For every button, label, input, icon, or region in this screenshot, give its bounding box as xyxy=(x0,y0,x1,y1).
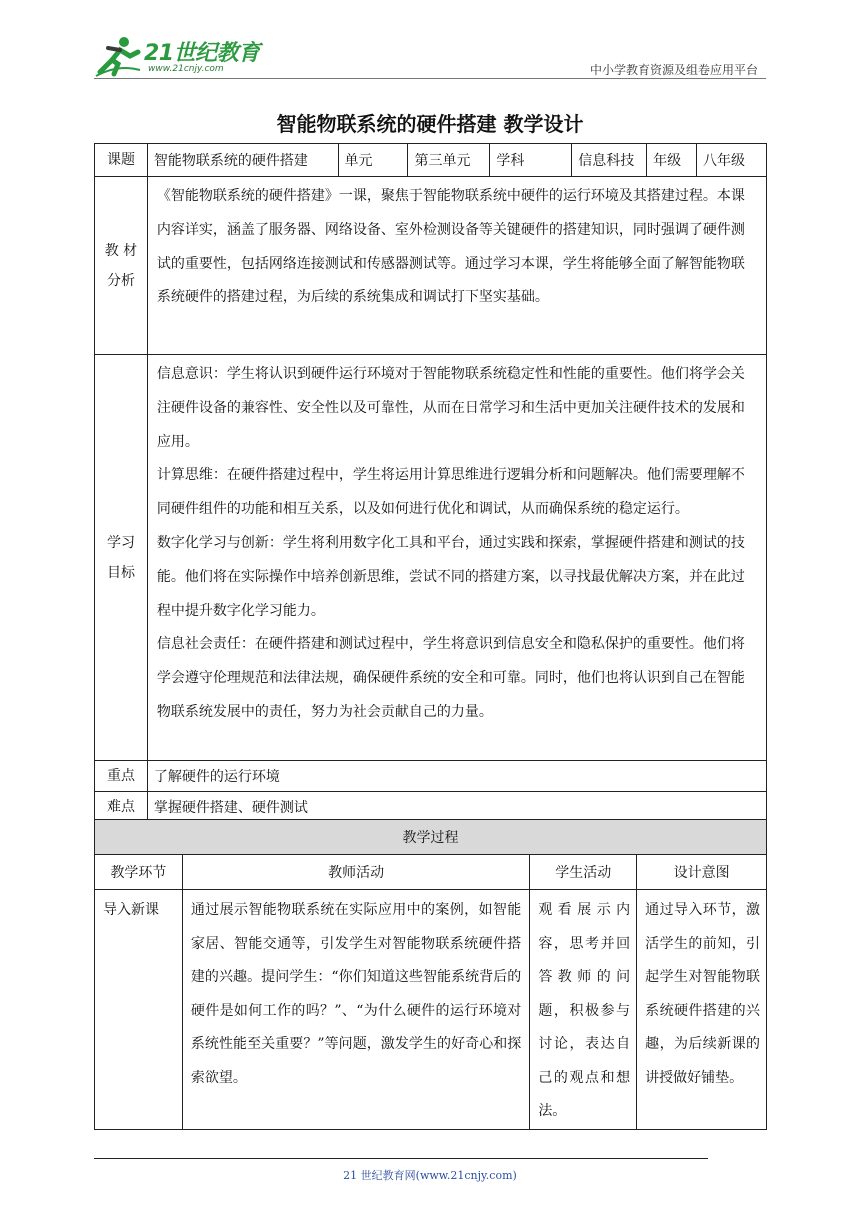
topic-label: 课题 xyxy=(95,144,148,177)
topic-value: 智能物联系统的硬件搭建 xyxy=(147,144,338,177)
difficulty-row xyxy=(95,792,767,823)
logo-text: 21世纪教育 xyxy=(144,41,260,66)
runner-icon xyxy=(94,34,142,78)
process-header-row xyxy=(95,855,767,890)
unit-value: 第三单元 xyxy=(408,144,490,177)
platform-name: 中小学教育资源及组卷应用平台 xyxy=(589,63,758,77)
material-label: 教 材 分析 xyxy=(95,177,148,355)
goal-item: 计算思维：在硬件搭建过程中，学生将运用计算思维进行逻辑分析和问题解决。他们需要理解不同硬件组件的功能和相互关系，以及如何进行优化和调试，从而确保系统的稳定运行。 xyxy=(156,467,745,518)
material-analysis-text: 《智能物联系统的硬件搭建》一课，聚焦于智能物联系统中硬件的运行环境及其搭建过程。本课内容详实，涵盖了服务器、网络设备、室外检测设备等关键硬件的搭建知识，同时强调了硬件测试的重要性，包括网络连接测试和传感器测试等。通过学习本课，学生将能够全面了解智能物联系统硬件的搭建过程，为后续的系统集成和调试打下坚实基础。 xyxy=(147,177,766,355)
goals-label: 学习 目标 xyxy=(95,355,148,761)
info-row xyxy=(95,144,767,177)
page-footer: 21 世纪教育网(www.21cnjy.com) xyxy=(343,1169,517,1182)
header-divider xyxy=(94,78,766,79)
column-header: 设计意图 xyxy=(637,855,767,890)
grade-label: 年级 xyxy=(647,144,697,177)
column-header: 教师活动 xyxy=(182,855,529,890)
material-row xyxy=(95,177,767,355)
subject-label: 学科 xyxy=(490,144,572,177)
key-point-label: 重点 xyxy=(95,761,148,792)
logo-url: www.21cnjy.com xyxy=(148,64,224,74)
process-row xyxy=(95,890,767,1130)
stage-cell: 导入新课 xyxy=(95,890,183,1130)
goal-item: 信息意识：学生将认识到硬件运行环境对于智能物联系统稳定性和性能的重要性。他们将学会关注硬件设备的兼容性、安全性以及可靠性，从而在日常学习和生活中更加关注硬件技术的发展和应用。 xyxy=(156,366,745,450)
learning-goals-text xyxy=(147,355,766,761)
brand-logo xyxy=(94,34,264,80)
column-header: 学生活动 xyxy=(530,855,637,890)
grade-value: 八年级 xyxy=(697,144,767,177)
subject-value: 信息科技 xyxy=(572,144,647,177)
unit-label: 单元 xyxy=(338,144,408,177)
goal-item: 数字化学习与创新：学生将利用数字化工具和平台，通过实践和探索，掌握硬件搭建和测试的技能。他们将在实际操作中培养创新思维，尝试不同的搭建方案，以寻找最优解决方案，并在此过程中提升数字化学习能力。 xyxy=(156,534,745,619)
lesson-info-table xyxy=(94,143,767,823)
student-activity-cell: 观看展示内容，思考并回答教师的问题，积极参与讨论，表达自己的观点和想法。 xyxy=(530,890,637,1130)
key-point-text: 了解硬件的运行环境 xyxy=(147,761,766,792)
design-intent-cell: 通过导入环节，激活学生的前知，引起学生对智能物联系统硬件搭建的兴趣，为后续新课的讲授做好铺垫。 xyxy=(637,890,767,1130)
page-header xyxy=(94,28,766,80)
goals-row xyxy=(95,355,767,761)
teaching-process-table xyxy=(94,819,767,1130)
difficulty-text: 掌握硬件搭建、硬件测试 xyxy=(147,792,766,823)
goal-item: 信息社会责任：在硬件搭建和测试过程中，学生将意识到信息安全和隐私保护的重要性。他们将学会遵守伦理规范和法律法规，确保硬件系统的安全和可靠。同时，他们也将认识到自己在智能物联系统发展中的责任，努力为社会贡献自己的力量。 xyxy=(156,636,745,720)
key-point-row xyxy=(95,761,767,792)
difficulty-label: 难点 xyxy=(95,792,148,823)
document-title: 智能物联系统的硬件搭建 教学设计 xyxy=(276,112,584,136)
footer-divider xyxy=(94,1158,708,1159)
process-title: 教学过程 xyxy=(95,820,767,855)
column-header: 教学环节 xyxy=(95,855,183,890)
teacher-activity-cell: 通过展示智能物联系统在实际应用中的案例，如智能家居、智能交通等，引发学生对智能物联系统硬件搭建的兴趣。提问学生：“你们知道这些智能系统背后的硬件是如何工作的吗？”、“为什么硬件的运行环境对系统性能至关重要？”等问题，激发学生的好奇心和探索欲望。 xyxy=(182,890,529,1130)
process-title-row xyxy=(95,820,767,855)
